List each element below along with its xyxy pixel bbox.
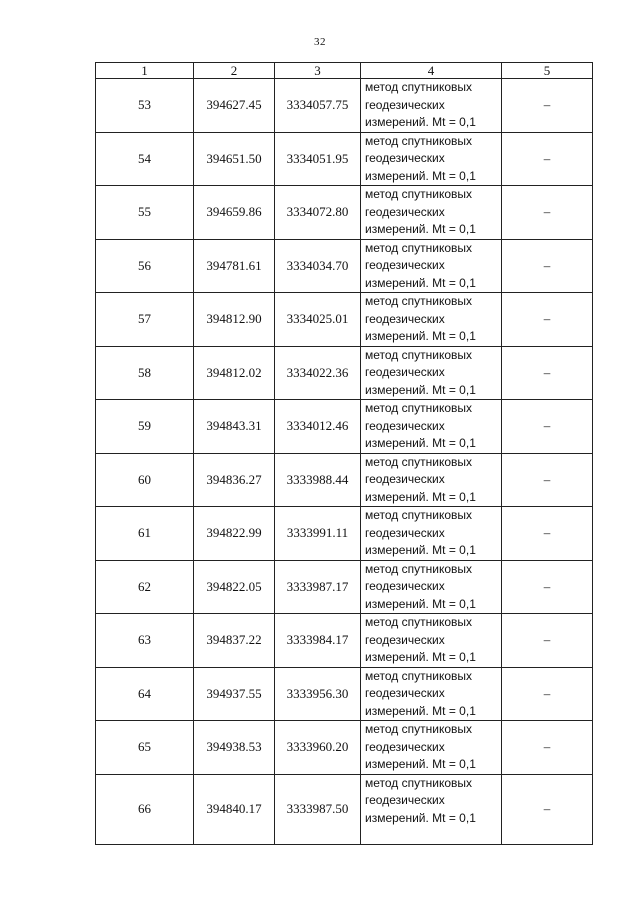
note-dash: –	[502, 614, 593, 668]
point-number: 55	[96, 186, 194, 240]
column-header-1: 1	[96, 63, 194, 79]
method-description	[361, 239, 502, 293]
method-description	[361, 132, 502, 186]
method-line: измерений. Mt = 0,1	[365, 757, 476, 771]
coordinate-x: 394836.27	[194, 453, 275, 507]
note-dash: –	[502, 132, 593, 186]
method-line: геодезических	[365, 472, 445, 486]
table-row	[96, 346, 593, 400]
table-row	[96, 293, 593, 347]
note-dash: –	[502, 774, 593, 844]
point-number: 64	[96, 667, 194, 721]
method-line: геодезических	[365, 418, 445, 433]
method-line: метод спутниковых	[365, 775, 473, 790]
note-dash: –	[502, 293, 593, 347]
point-number: 53	[96, 79, 194, 133]
table-row	[96, 721, 593, 775]
coordinate-y: 3334012.46	[275, 400, 361, 454]
table-row	[96, 79, 593, 133]
coordinate-x: 394822.05	[194, 560, 275, 614]
method-line: измерений. Mt = 0,1	[365, 703, 476, 718]
method-line: геодезических	[365, 97, 445, 112]
method-line: геодезических	[365, 579, 445, 593]
coordinate-y: 3334057.75	[275, 79, 361, 133]
point-number: 57	[96, 293, 194, 347]
method-line: геодезических	[365, 739, 445, 754]
note-dash: –	[502, 721, 593, 775]
method-line: измерений. Mt = 0,1	[365, 543, 476, 557]
coordinate-x: 394812.02	[194, 346, 275, 400]
note-dash: –	[502, 507, 593, 561]
method-description	[361, 614, 502, 668]
method-description	[361, 667, 502, 721]
table-row	[96, 453, 593, 507]
note-dash: –	[502, 453, 593, 507]
method-line: измерений. Mt = 0,1	[365, 222, 476, 236]
method-description	[361, 560, 502, 614]
point-number: 58	[96, 346, 194, 400]
coordinate-y: 3334034.70	[275, 239, 361, 293]
table-row	[96, 132, 593, 186]
coordinate-x: 394938.53	[194, 721, 275, 775]
point-number: 63	[96, 614, 194, 668]
note-dash: –	[502, 239, 593, 293]
point-number: 59	[96, 400, 194, 454]
method-line: геодезических	[365, 311, 445, 326]
column-header-5: 5	[502, 63, 593, 79]
method-line: метод спутниковых	[365, 561, 473, 576]
coordinate-x: 394781.61	[194, 239, 275, 293]
method-line: метод спутниковых	[365, 615, 473, 629]
column-header-2: 2	[194, 63, 275, 79]
method-line: метод спутниковых	[365, 187, 473, 201]
method-line: измерений. Mt = 0,1	[365, 650, 476, 664]
point-number: 66	[96, 774, 194, 844]
note-dash: –	[502, 346, 593, 400]
method-description	[361, 774, 502, 844]
method-line: геодезических	[365, 258, 445, 272]
coordinate-x: 394843.31	[194, 400, 275, 454]
point-number: 61	[96, 507, 194, 561]
method-line: измерений. Mt = 0,1	[365, 810, 476, 825]
note-dash: –	[502, 560, 593, 614]
method-line: метод спутниковых	[365, 508, 473, 522]
coordinates-table	[95, 62, 593, 845]
table-row	[96, 560, 593, 614]
method-line: геодезических	[365, 151, 445, 165]
method-description	[361, 453, 502, 507]
coordinate-x: 394627.45	[194, 79, 275, 133]
method-line: геодезических	[365, 525, 445, 540]
method-line: измерений. Mt = 0,1	[365, 436, 476, 450]
coordinate-y: 3333956.30	[275, 667, 361, 721]
method-line: измерений. Mt = 0,1	[365, 115, 476, 129]
method-line: измерений. Mt = 0,1	[365, 596, 476, 611]
table-row	[96, 667, 593, 721]
method-description	[361, 400, 502, 454]
method-line: метод спутниковых	[365, 668, 473, 683]
method-description	[361, 507, 502, 561]
method-line: метод спутниковых	[365, 401, 473, 415]
method-description	[361, 293, 502, 347]
method-line: геодезических	[365, 686, 445, 700]
table-row	[96, 239, 593, 293]
table-row	[96, 507, 593, 561]
coordinate-x: 394651.50	[194, 132, 275, 186]
method-line: метод спутниковых	[365, 133, 473, 148]
point-number: 62	[96, 560, 194, 614]
point-number: 54	[96, 132, 194, 186]
coordinate-y: 3333988.44	[275, 453, 361, 507]
method-line: геодезических	[365, 204, 445, 219]
column-header-3: 3	[275, 63, 361, 79]
table-row	[96, 614, 593, 668]
table-header-row	[96, 63, 593, 79]
coordinate-x: 394837.22	[194, 614, 275, 668]
method-description	[361, 186, 502, 240]
method-line: геодезических	[365, 365, 445, 379]
method-line: метод спутниковых	[365, 347, 473, 362]
note-dash: –	[502, 186, 593, 240]
coordinate-x: 394937.55	[194, 667, 275, 721]
coordinate-x: 394840.17	[194, 774, 275, 844]
page-number: 32	[314, 36, 326, 48]
coordinate-y: 3333987.50	[275, 774, 361, 844]
table-row	[96, 400, 593, 454]
table-row	[96, 774, 593, 844]
point-number: 65	[96, 721, 194, 775]
method-line: метод спутниковых	[365, 80, 473, 94]
method-line: метод спутниковых	[365, 294, 473, 308]
coordinate-y: 3334022.36	[275, 346, 361, 400]
method-description	[361, 79, 502, 133]
method-line: метод спутниковых	[365, 240, 473, 255]
table-body	[96, 79, 593, 845]
coordinate-y: 3333991.11	[275, 507, 361, 561]
coordinate-y: 3334072.80	[275, 186, 361, 240]
method-description	[361, 346, 502, 400]
method-line: геодезических	[365, 632, 445, 647]
coordinate-x: 394812.90	[194, 293, 275, 347]
method-line: метод спутниковых	[365, 722, 473, 736]
method-line: измерений. Mt = 0,1	[365, 168, 476, 183]
method-line: метод спутниковых	[365, 454, 473, 469]
method-line: геодезических	[365, 793, 445, 807]
method-line: измерений. Mt = 0,1	[365, 382, 476, 397]
note-dash: –	[502, 400, 593, 454]
column-header-4: 4	[361, 63, 502, 79]
coordinate-y: 3333987.17	[275, 560, 361, 614]
coordinate-y: 3334025.01	[275, 293, 361, 347]
coordinate-x: 394659.86	[194, 186, 275, 240]
note-dash: –	[502, 667, 593, 721]
method-line: измерений. Mt = 0,1	[365, 489, 476, 504]
coordinate-y: 3333984.17	[275, 614, 361, 668]
method-line: измерений. Mt = 0,1	[365, 329, 476, 343]
coordinate-y: 3333960.20	[275, 721, 361, 775]
coordinate-y: 3334051.95	[275, 132, 361, 186]
coordinate-x: 394822.99	[194, 507, 275, 561]
method-description	[361, 721, 502, 775]
point-number: 56	[96, 239, 194, 293]
table-row	[96, 186, 593, 240]
note-dash: –	[502, 79, 593, 133]
method-line: измерений. Mt = 0,1	[365, 275, 476, 290]
point-number: 60	[96, 453, 194, 507]
